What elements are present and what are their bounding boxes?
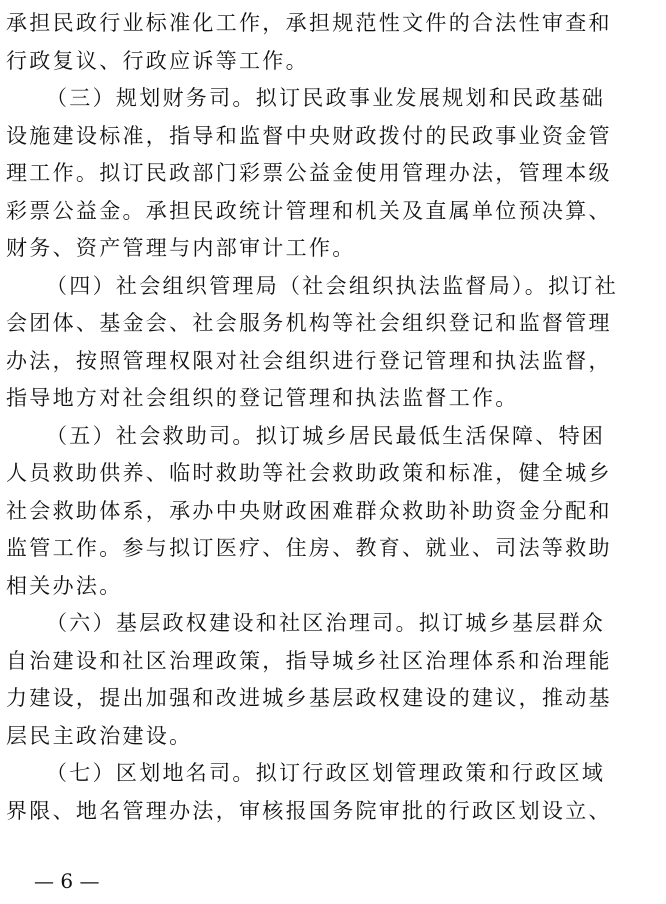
paragraph-first-line: （六）基层政权建设和社区治理司。拟订城乡基层群众 xyxy=(46,611,606,635)
paragraph-first-line: （四）社会组织管理局（社会组织执法监督局）。拟订社 xyxy=(46,273,618,298)
text-line: 承担民政行业标准化工作，承担规范性文件的合法性审查和 xyxy=(6,11,612,35)
text-line: 行政复议、行政应诉等工作。 xyxy=(6,48,309,73)
text-line: 社会救助体系，承办中央财政困难群众救助补助资金分配和 xyxy=(6,498,612,523)
page-number: — 6 — xyxy=(34,869,100,893)
text-line: 设施建设标准，指导和监督中央财政拨付的民政事业资金管 xyxy=(6,123,612,148)
text-line: 人员救助供养、临时救助等社会救助政策和标准，健全城乡 xyxy=(6,461,612,485)
text-line: 界限、地名管理办法，审核报国务院审批的行政区划设立、 xyxy=(6,798,612,823)
paragraph-first-line: （五）社会救助司。拟订城乡居民最低生活保障、特困 xyxy=(46,423,606,448)
text-line: 彩票公益金。承担民政统计管理和机关及直属单位预决算、 xyxy=(6,198,612,223)
text-line: 理工作。拟订民政部门彩票公益金使用管理办法，管理本级 xyxy=(6,161,612,185)
paragraph-first-line: （七）区划地名司。拟订行政区划管理政策和行政区域 xyxy=(46,761,606,785)
text-line: 自治建设和社区治理政策，指导城乡社区治理体系和治理能 xyxy=(6,648,612,673)
text-line: 层民主政治建设。 xyxy=(6,723,193,748)
text-line: 相关办法。 xyxy=(6,573,123,598)
text-line: 监管工作。参与拟订医疗、住房、教育、就业、司法等救助 xyxy=(6,536,612,560)
paragraph-first-line: （三）规划财务司。拟订民政事业发展规划和民政基础 xyxy=(46,86,606,110)
text-line: 办法，按照管理权限对社会组织进行登记管理和执法监督， xyxy=(6,348,612,373)
text-line: 力建设，提出加强和改进城乡基层政权建设的建议，推动基 xyxy=(6,686,612,710)
text-line: 会团体、基金会、社会服务机构等社会组织登记和监督管理 xyxy=(6,311,612,335)
document-body xyxy=(0,8,666,833)
text-line: 指导地方对社会组织的登记管理和执法监督工作。 xyxy=(6,386,519,410)
text-line: 财务、资产管理与内部审计工作。 xyxy=(6,236,356,260)
